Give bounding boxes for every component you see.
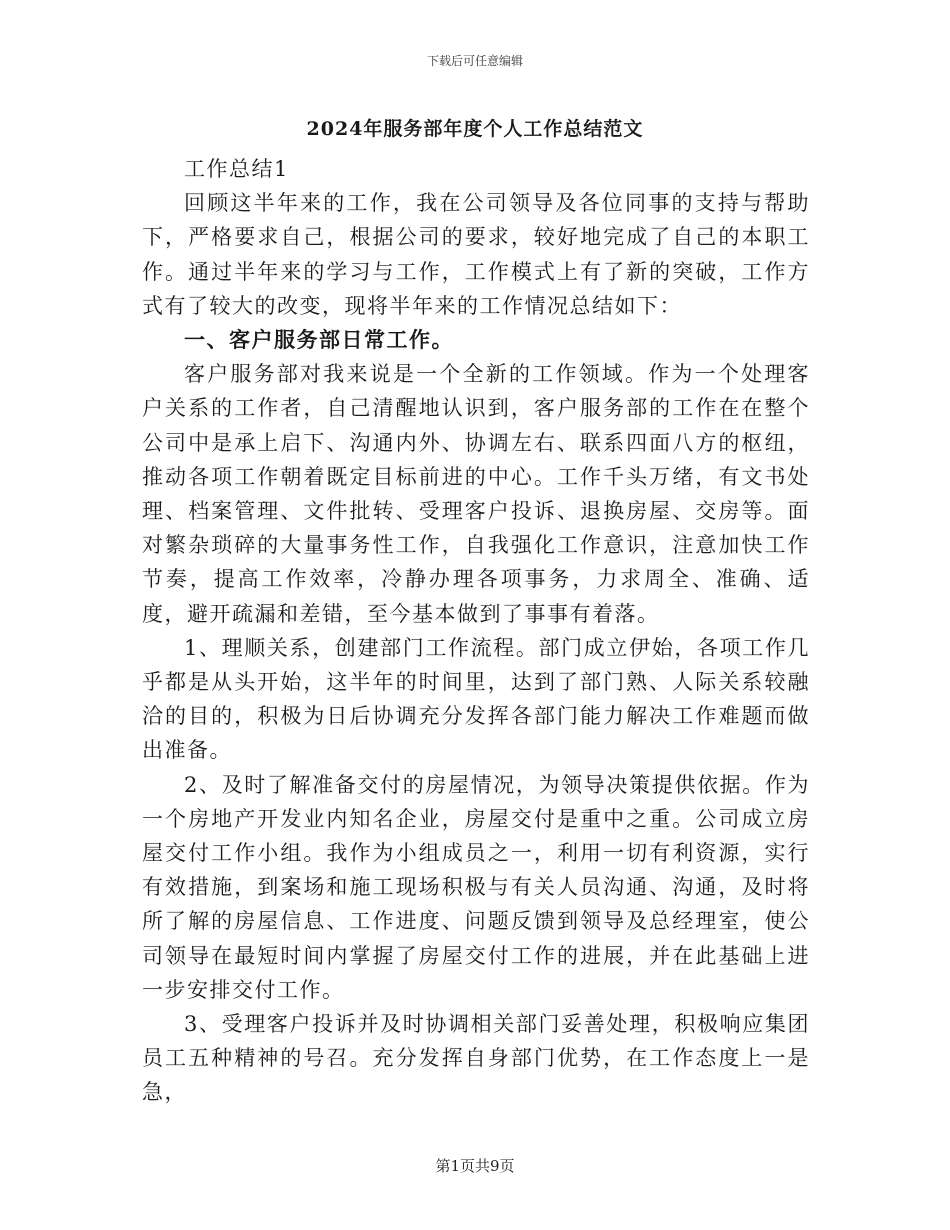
page-number: 第1页共9页: [435, 1157, 515, 1175]
document-body: [142, 152, 810, 1110]
paragraph: 2、及时了解准备交付的房屋情况，为领导决策提供依据。作为一个房地产开发业内知名企业，房屋交付是重中之重。公司成立房屋交付工作小组。我作为小组成员之一，利用一切有利资源，实行有效措施，到案场和施工现场积极与有关人员沟通、沟通，及时将所了解的房屋信息、工作进度、问题反馈到领导及总经理室，使公司领导在最短时间内掌握了房屋交付工作的进展，并在此基础上进一步安排交付工作。: [142, 772, 810, 1002]
paragraph: 客户服务部对我来说是一个全新的工作领域。作为一个处理客户关系的工作者，自己清醒地认识到，客户服务部的工作在在整个公司中是承上启下、沟通内外、协调左右、联系四面八方的枢纽，推动各项工作朝着既定目标前进的中心。工作千头万绪，有文书处理、档案管理、文件批转、受理客户投诉、退换房屋、交房等。面对繁杂琐碎的大量事务性工作，自我强化工作意识，注意加快工作节奏，提高工作效率，冷静办理各项事务，力求周全、准确、适度，避开疏漏和差错，至今基本做到了事事有着落。: [142, 362, 810, 626]
document-title: 2024年服务部年度个人工作总结范文: [306, 118, 644, 140]
paragraph: 3、受理客户投诉并及时协调相关部门妥善处理，积极响应集团员工五种精神的号召。充分发挥自身部门优势，在工作态度上一是急，: [142, 1012, 810, 1105]
paragraph-subtitle: 工作总结1: [184, 157, 289, 181]
paragraph: 1、理顺关系，创建部门工作流程。部门成立伊始，各项工作几乎都是从头开始，这半年的时间里，达到了部门熟、人际关系较融洽的目的，积极为日后协调充分发挥各部门能力解决工作难题而做出准备。: [142, 635, 810, 763]
page-header-note: 下载后可任意编辑: [426, 54, 523, 68]
paragraph-intro: 回顾这半年来的工作，我在公司领导及各位同事的支持与帮助下，严格要求自己，根据公司的要求，较好地完成了自己的本职工作。通过半年来的学习与工作，工作模式上有了新的突破，工作方式有了较大的改变，现将半年来的工作情况总结如下：: [142, 191, 810, 318]
section-heading: 一、客户服务部日常工作。: [184, 327, 454, 353]
